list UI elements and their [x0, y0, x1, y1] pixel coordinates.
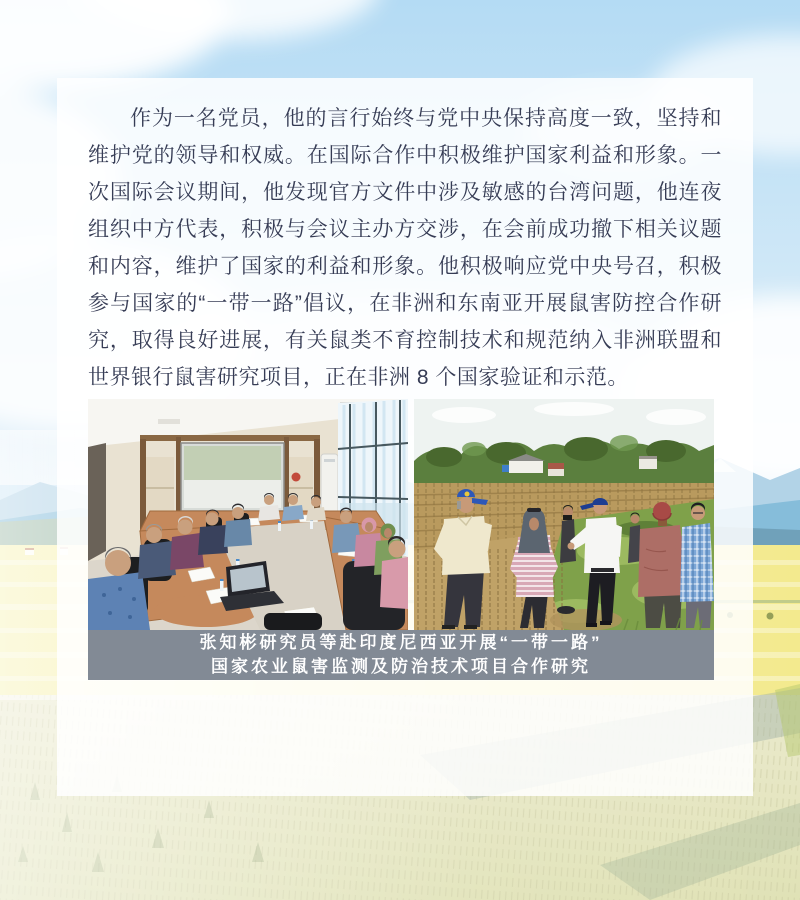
field-survey-photo: [414, 399, 714, 630]
content-card: [57, 78, 753, 796]
photos-row: [88, 399, 714, 630]
meeting-room-photo: [88, 399, 408, 630]
caption-line-1: 张知彬研究员等赴印度尼西亚开展“一带一路”: [199, 633, 603, 652]
body-paragraph: 作为一名党员，他的言行始终与党中央保持高度一致，坚持和维护党的领导和权威。在国际合作中积极维护国家利益和形象。一次国际会议期间，他发现官方文件中涉及敏感的台湾问题，他连夜组织中方代表，积极与会议主办方交涉，在会前成功撤下相关议题和内容，维护了国家的利益和形象。他积极响应党中央号召，积极参与国家的“一带一路”倡议，在非洲和东南亚开展鼠害防控合作研究，取得良好进展，有关鼠类不育控制技术和规范纳入非洲联盟和世界银行鼠害研究项目，正在非洲 8 个国家验证和示范。: [88, 107, 722, 389]
photo-caption: [88, 630, 714, 680]
wall-flowers: [292, 473, 301, 482]
caption-line-2: 国家农业鼠害监测及防治技术项目合作研究: [211, 657, 591, 676]
